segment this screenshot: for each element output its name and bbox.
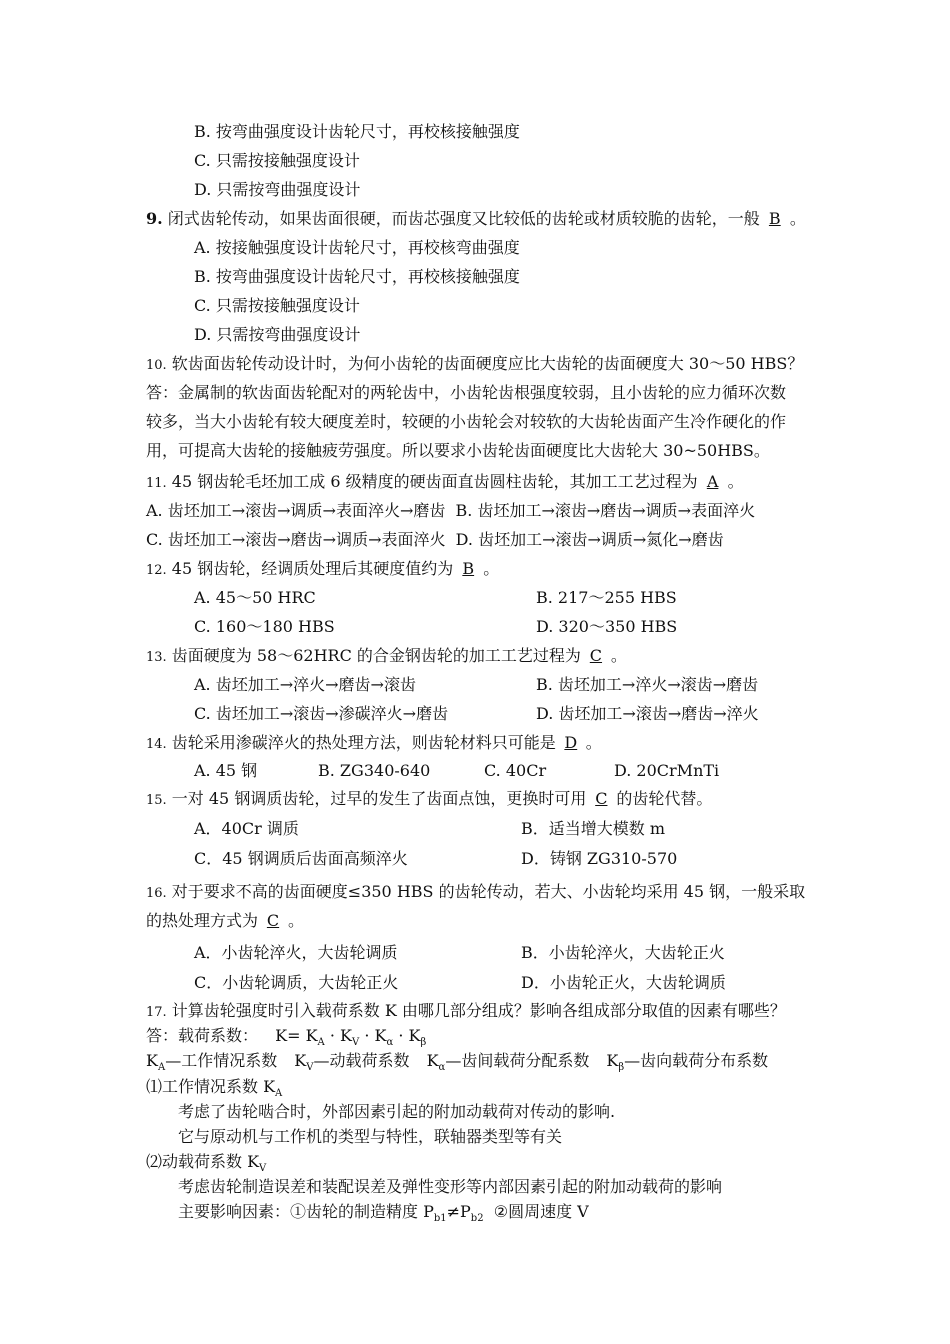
q11-answer: A [706,472,719,491]
q16-stem-end: 。 [288,911,305,930]
q15-option-d: D．铸钢 ZG310-570 [521,849,678,868]
q16-stem-text-2: 的热处理方式为 [146,911,259,930]
formula-kv: K [340,1026,352,1045]
q17-point-2-title: ⑵动载荷系数 $K_V$ [146,1152,267,1174]
q9-stem-end: 。 [789,209,806,228]
q9-number: 9. [146,209,163,228]
q11-stem-end: 。 [727,472,744,491]
q11-options-ab: A. 齿坯加工→滚齿→调质→表面淬火→磨齿 B. 齿坯加工→滚齿→磨齿→调质→表面淬火 [146,501,756,520]
q12-stem-end: 。 [483,559,500,578]
q9-stem [146,208,806,230]
formula-ka: K [305,1026,318,1045]
formula-dot: · [398,1026,404,1045]
q10-answer-line-2: 较多，当大小齿轮有较大硬度差时，较硬的小齿轮会对较软的大齿轮齿面产生冷作硬化的作 [146,412,787,431]
q17-coefficient-definitions [146,1050,768,1072]
coeff-kv: $K_V—$动载荷系数 [294,1051,410,1073]
formula-kv-sub: V [351,1037,360,1048]
q13-option-a: A. 齿坯加工→淬火→磨齿→滚齿 [194,675,416,694]
formula-dot: · [364,1026,370,1045]
q14-stem [146,732,602,756]
q10-stem [146,353,803,377]
q8-option-b: B. 按弯曲强度设计齿轮尺寸，再校核接触强度 [194,122,520,141]
q16-option-a: A．小齿轮淬火，大齿轮调质 [194,943,398,962]
q14-option-b: B. ZG340-640 [318,761,431,780]
q14-stem-text: 齿轮采用渗碳淬火的热处理方法，则齿轮材料只可能是 [171,733,556,752]
q10-stem-text: 软齿面齿轮传动设计时，为何小齿轮的齿面硬度应比大齿轮的齿面硬度大 30～50 HBS？ [171,354,804,373]
formula-dot: · [329,1026,335,1045]
q12-option-a: A. 45～50 HRC [194,588,316,607]
q11-options-cd: C. 齿坯加工→滚齿→磨齿→调质→表面淬火 D. 齿坯加工→滚齿→调质→氮化→磨齿 [146,530,724,549]
q13-option-d: D. 齿坯加工→滚齿→磨齿→淬火 [536,704,759,723]
q13-answer: C [589,646,603,665]
formula-kbeta-sub: β [420,1037,427,1048]
q16-stem-text: 对于要求不高的齿面硬度≤350 HBS 的齿轮传动，若大、小齿轮均采用 45 钢，一般采取 [171,882,806,901]
q8-option-d: D. 只需按弯曲强度设计 [194,180,361,199]
q11-number: 11. [146,476,167,491]
q16-option-c: C．小齿轮调质，大齿轮正火 [194,973,399,992]
q17-point-1-title: ⑴工作情况系数 $K_A$ [146,1077,283,1099]
formula-kalpha: K [374,1026,387,1045]
q9-stem-text: 闭式齿轮传动，如果齿面很硬，而齿芯强度又比较低的齿轮或材质较脆的齿轮，一般 [167,209,760,228]
q13-stem [146,645,627,669]
q10-answer-line-3: 用，可提高大齿轮的接触疲劳强度。所以要求小齿轮齿面硬度比大齿轮大 30~50HBS。 [146,441,770,460]
q16-option-b: B．小齿轮淬火，大齿轮正火 [521,943,725,962]
q15-option-b: B．适当增大模数 m [521,819,666,838]
formula-kbeta: K [408,1026,421,1045]
q13-stem-end: 。 [610,646,627,665]
q15-stem [146,788,712,812]
q17-answer-label: 答：载荷系数： [146,1026,259,1045]
q14-answer: D [564,733,578,752]
q15-number: 15. [146,793,167,808]
q15-answer: C [595,789,608,808]
q17-formula-line [146,1025,426,1047]
q17-point-2-line-2: 主要影响因素：①齿轮的制造精度 $P_{b1}\ne P_{b2}$ ②圆周速度 V [178,1202,589,1224]
q17-point-1-line-2: 它与原动机与工作机的类型与特性，联轴器类型等有关 [178,1127,563,1146]
q12-stem-text: 45 钢齿轮，经调质处理后其硬度值约为 [171,559,454,578]
q9-option-d: D. 只需按弯曲强度设计 [194,325,361,344]
q14-option-d: D. 20CrMnTi [614,761,720,780]
q10-number: 10. [146,358,167,373]
q12-number: 12. [146,563,167,578]
q16-stem-line-2 [146,910,304,932]
q17-point-2-line-1: 考虑齿轮制造误差和装配误差及弹性变形等内部因素引起的附加动载荷的影响 [178,1177,723,1196]
q11-stem [146,471,744,495]
q12-option-d: D. 320～350 HBS [536,617,678,636]
q17-point-1-line-1: 考虑了齿轮啮合时，外部因素引起的附加动载荷对传动的影响. [178,1102,616,1121]
q14-option-a: A. 45 钢 [194,761,258,780]
formula-k: K [275,1026,288,1045]
q15-option-a: A．40Cr 调质 [194,819,299,838]
q9-option-a: A. 按接触强度设计齿轮尺寸，再校核弯曲强度 [194,238,520,257]
q12-option-c: C. 160～180 HBS [194,617,335,636]
q17-stem-text: 计算齿轮强度时引入载荷系数 K 由哪几部分组成？影响各组成部分取值的因素有哪些？ [171,1001,786,1020]
q17-stem [146,1000,786,1024]
q13-option-b: B. 齿坯加工→淬火→滚齿→磨齿 [536,675,759,694]
q16-number: 16. [146,886,167,901]
q14-number: 14. [146,737,167,752]
load-factor-formula [275,1026,427,1048]
formula-equals: = [287,1026,301,1045]
q15-option-c: C．45 钢调质后齿面高频淬火 [194,849,408,868]
coeff-kbeta: $K_\beta—$齿向载荷分布系数 [606,1051,769,1073]
q15-stem-end: 的齿轮代替。 [616,789,713,808]
q8-option-c: C. 只需按接触强度设计 [194,151,360,170]
q9-option-c: C. 只需按接触强度设计 [194,296,360,315]
q12-stem [146,558,499,582]
formula-kalpha-sub: α [386,1037,394,1048]
q17-number: 17. [146,1005,167,1020]
q13-option-c: C. 齿坯加工→滚齿→渗碳淬火→磨齿 [194,704,449,723]
coeff-kalpha: $K_\alpha—$齿间载荷分配系数 [426,1051,590,1073]
q16-answer: C [266,911,280,930]
q16-stem-line-1 [146,881,805,905]
q14-stem-end: 。 [585,733,602,752]
q15-stem-text: 一对 45 钢调质齿轮，过早的发生了齿面点蚀，更换时可用 [171,789,587,808]
q12-option-b: B. 217～255 HBS [536,588,677,607]
q13-number: 13. [146,650,167,665]
q14-option-c: C. 40Cr [484,761,547,780]
q10-answer-line-1: 答：金属制的软齿面齿轮配对的两轮齿中，小齿轮齿根强度较弱，且小齿轮的应力循环次数 [146,383,787,402]
q11-stem-text: 45 钢齿轮毛坯加工成 6 级精度的硬齿面直齿圆柱齿轮，其加工工艺过程为 [171,472,698,491]
coeff-ka: $K_A—$工作情况系数 [146,1051,278,1073]
q9-answer: B [768,209,781,228]
q13-stem-text: 齿面硬度为 58～62HRC 的合金钢齿轮的加工工艺过程为 [171,646,581,665]
formula-ka-sub: A [317,1037,325,1048]
q16-option-d: D．小齿轮正火，大齿轮调质 [521,973,726,992]
q12-answer: B [462,559,475,578]
q9-option-b: B. 按弯曲强度设计齿轮尺寸，再校核接触强度 [194,267,520,286]
